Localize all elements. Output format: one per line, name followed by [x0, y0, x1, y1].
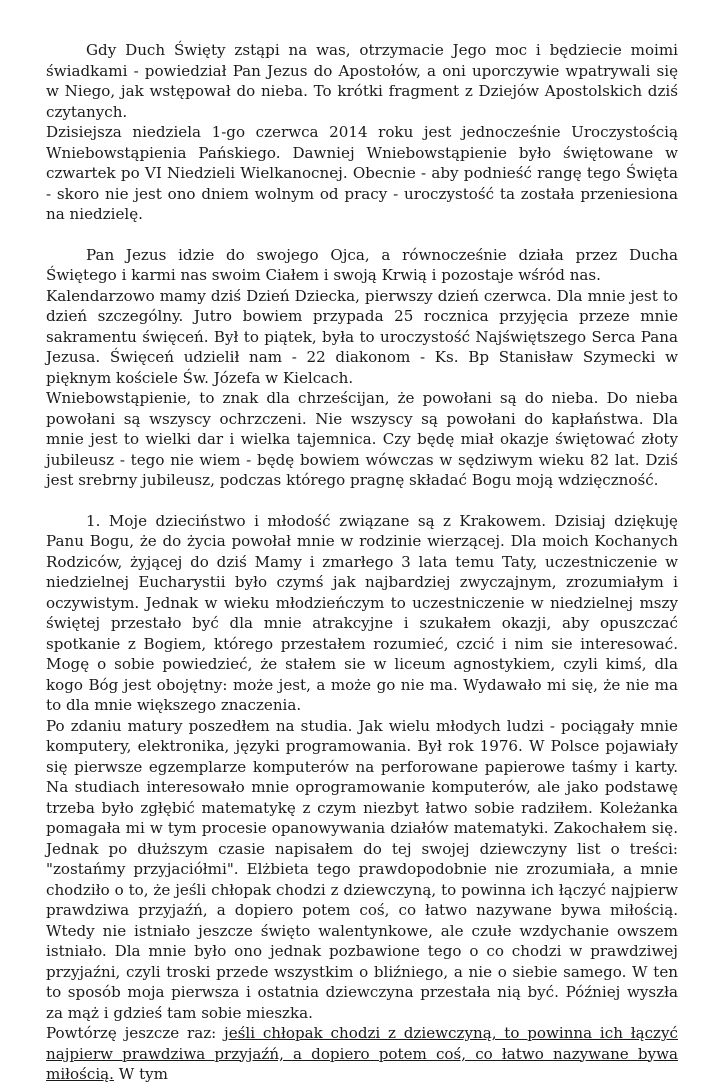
paragraph-vocation: Wniebowstąpienie, to znak dla chrześcijan, że powołani są do nieba. Do nieba powołani są wszyscy ochrzczeni. Nie wszyscy są powołani do kapłaństwa. Dla mnie jest to wielki dar i wielka tajemnica. Czy będę miał okazje świętować złoty jubileusz - tego nie wiem - będę bowiem wówczas w sędziwym wieku 82 lat. Dziś jest srebrny jubileusz, podczas którego pragnę składać Bogu moją wdzięczność.	[46, 389, 678, 489]
paragraph-gap	[46, 491, 678, 511]
paragraph-gap	[46, 225, 678, 245]
paragraph-intro: Gdy Duch Święty zstąpi na was, otrzymacie Jego moc i będziecie moimi świadkami - powiedział Pan Jezus do Apostołów, a oni uporczywie wpatrywali się w Niego, jak wstępował do nieba. To krótki fragment z Dziejów Apostolskich dziś czytanych.	[46, 41, 678, 121]
paragraph-ascension-date: Dzisiejsza niedziela 1-go czerwca 2014 roku jest jednocześnie Uroczystością Wniebowstąpienia Pańskiego. Dawniej Wniebowstąpienie było świętowane w czwartek po VI Niedzieli Wielkanocnej. Obecnie - aby podnieść rangę tego Święta - skoro nie jest ono dniem wolnym od pracy - uroczystość ta została przeniesiona na niedzielę.	[46, 123, 678, 223]
repeat-tail-text: W tym	[113, 1065, 168, 1083]
paragraph-jesus-father: Pan Jezus idzie do swojego Ojca, a równocześnie działa przez Ducha Świętego i karmi nas swoim Ciałem i swoją Krwią i pozostaje wśród nas.	[46, 245, 678, 284]
underlined-quote: jeśli chłopak chodzi z dziewczyną, to powinna ich łączyć najpierw prawdziwa przyjaźń, a dopiero potem coś, co łatwo nazywane bywa miłością.	[46, 1024, 678, 1083]
paragraph-repeat	[46, 1023, 678, 1085]
paragraph-studies: Po zdaniu matury poszedłem na studia. Jak wielu młodych ludzi - pociągały mnie komputery, elektronika, języki programowania. Był rok 1976. W Polsce pojawiały się pierwsze egzemplarze komputerów na perforowane papierowe taśmy i karty. Na studiach interesowało mnie oprogramowanie komputerów, ale jako podstawę trzeba było zgłębić matematykę z czym niezbyt łatwo sobie radziłem. Koleżanka pomagała mi w tym procesie opanowywania działów matematyki. Zakochałem się. Jednak po dłuższym czasie napisałem do tej swojej dziewczyny list o treści: "zostańmy przyjaciółmi". Elżbieta tego prawdopodobnie nie zrozumiała, a mnie chodziło o to, że jeśli chłopak chodzi z dziewczyną, to powinna ich łączyć najpierw prawdziwa przyjaźń, a dopiero potem coś, co łatwo nazywane bywa miłością. Wtedy nie istniało jeszcze święto walentynkowe, ale czułe wzdychanie owszem istniało. Dla mnie było ono jednak pozbawione tego o co chodzi w prawdziwej przyjaźni, czyli troski przede wszystkim o bliźniego, a nie o siebie samego. W ten to sposób moja pierwsza i ostatnia dziewczyna przestała nią być. Później wyszła za mąż i gdzieś tam sobie mieszka.	[46, 716, 678, 1022]
paragraph-childhood-krakow: 1. Moje dzieciństwo i młodość związane są z Krakowem. Dzisiaj dziękuję Panu Bogu, że do życia powołał mnie w rodzinie wierzącej. Dla moich Kochanych Rodziców, żyjącej do dziś Mamy i zmarłego 3 lata temu Taty, uczestniczenie w niedzielnej Eucharystii było czymś jak najbardziej zwyczajnym, zrozumiałym i oczywistym. Jednak w wieku młodzieńczym to uczestniczenie w niedzielnej mszy świętej przestało być dla mnie atrakcyjne i szukałem okazji, aby opuszczać spotkanie z Bogiem, którego przestałem rozumieć, czcić i nim sie interesować. Mogę o sobie powiedzieć, że stałem sie w liceum agnostykiem, czyli kimś, dla kogo Bóg jest obojętny: może jest, a może go nie ma. Wydawało mi się, że nie ma to dla mnie większego znaczenia.	[46, 511, 678, 714]
repeat-intro-text: Powtórzę jeszcze raz:	[46, 1024, 225, 1042]
paragraph-childrens-day: Kalendarzowo mamy dziś Dzień Dziecka, pierwszy dzień czerwca. Dla mnie jest to dzień szczególny. Jutro bowiem przypada 25 rocznica przyjęcia przeze mnie sakramentu święceń. Był to piątek, była to uroczystość Najświętszego Serca Pana Jezusa. Święceń udzielił nam - 22 diakonom - Ks. Bp Stanisław Szymecki w pięknym kościele Św. Józefa w Kielcach.	[46, 286, 678, 387]
document-page	[46, 40, 678, 1085]
